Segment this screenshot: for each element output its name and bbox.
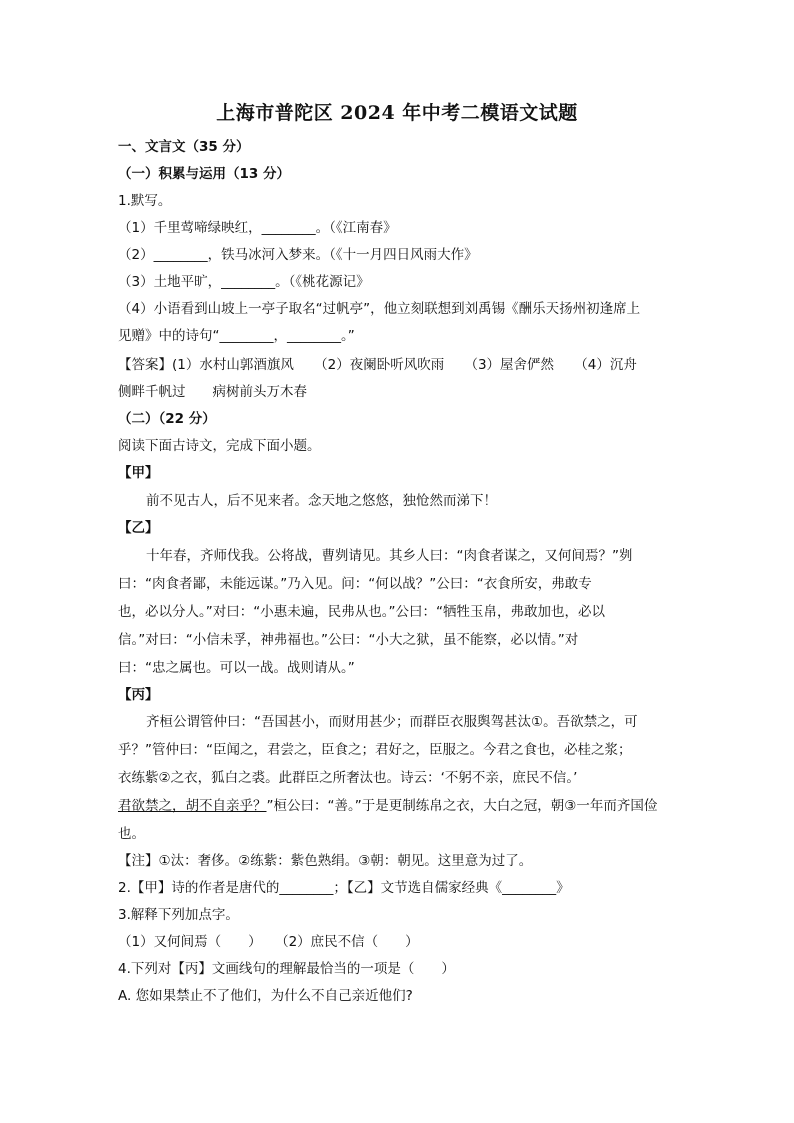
question-1-1: （1）千里莺啼绿映红，________。（《江南春》: [118, 220, 397, 236]
passage-yi-4: 信。”对曰：“小信未孚，神弗福也。”公曰：“小大之狱，虽不能察，必以情。”对: [118, 632, 579, 648]
underlined-sentence: 君欲禁之，胡不自亲乎？: [118, 798, 267, 814]
question-3: 3.解释下列加点字。: [118, 907, 239, 923]
passage-bing-3: 衣练紫②之衣，狐白之裘。此群臣之所奢汰也。诗云：‘不躬不亲，庶民不信。’: [118, 770, 578, 786]
question-3-items: （1）又何间焉（ ） （2）庶民不信（ ）: [118, 934, 419, 950]
subsection-heading: （一）积累与运用（13 分）: [118, 166, 290, 182]
reading-instruction: 阅读下面古诗文，完成下面小题。: [118, 438, 321, 454]
question-1-3: （3）土地平旷，________。（《桃花源记》: [118, 274, 370, 290]
poem-jia: 前不见古人，后不见来者。念天地之悠悠，独怆然而涕下！: [146, 493, 497, 509]
question-1-2: （2）________，铁马冰河入梦来。（《十一月四日风雨大作》: [118, 247, 478, 263]
passage-yi-2: 曰：“肉食者鄙，未能远谋。”乃入见。问：“何以战？”公曰：“衣食所安，弗敢专: [118, 576, 592, 592]
passage-bing-4-rest: ”桓公曰：“善。”于是更制练帛之衣，大白之冠，朝③一年而齐国俭: [266, 798, 658, 814]
question-1: 1.默写。: [118, 193, 172, 209]
answer-line: 【答案】(1）水村山郭酒旗风 （2）夜阑卧听风吹雨 （3）屋舍俨然 （4）沉舟: [118, 357, 637, 373]
passage-bing-1: 齐桓公谓管仲曰：“吾国甚小，而财用甚少；而群臣衣服舆驾甚汰①。吾欲禁之，可: [146, 714, 638, 730]
question-2: 2.【甲】诗的作者是唐代的________；【乙】文节选自儒家经典《________》: [118, 880, 570, 896]
subsection-heading-2: （二）（22 分）: [118, 411, 216, 427]
question-1-4: （4）小语看到山坡上一亭子取名“过帆亭”，他立刻联想到刘禹锡《酬乐天扬州初逢席上: [118, 301, 641, 317]
label-bing: 【丙】: [118, 687, 159, 703]
answer-line-cont: 侧畔千帆过 病树前头万木春: [118, 384, 307, 400]
passage-bing-5: 也。: [118, 826, 145, 842]
passage-bing-2: 乎？”管仲曰：“臣闻之，君尝之，臣食之；君好之，臣服之。今君之食也，必桂之浆；: [118, 742, 632, 758]
passage-yi-3: 也，必以分人。”对曰：“小惠未遍，民弗从也。”公曰：“牺牲玉帛，弗敢加也，必以: [118, 604, 605, 620]
passage-yi-5: 曰：“忠之属也。可以一战。战则请从。”: [118, 660, 355, 676]
question-4: 4.下列对【丙】文画线句的理解最恰当的一项是（ ）: [118, 961, 455, 977]
page-title: 上海市普陀区 2024 年中考二模语文试题: [216, 102, 578, 124]
section-heading: 一、文言文（35 分）: [118, 139, 250, 155]
passage-bing-4: [118, 797, 657, 815]
label-jia: 【甲】: [118, 465, 159, 481]
label-yi: 【乙】: [118, 520, 159, 536]
notes: 【注】①汰：奢侈。②练紫：紫色熟绢。③朝：朝见。这里意为过了。: [118, 853, 533, 869]
question-4-option-a: A. 您如果禁止不了他们，为什么不自己亲近他们?: [118, 988, 413, 1004]
passage-yi-1: 十年春，齐师伐我。公将战，曹刿请见。其乡人曰：“肉食者谋之，又何间焉？”刿: [146, 548, 633, 564]
question-1-4-cont: 见赠》中的诗句“________，________。”: [118, 328, 355, 344]
